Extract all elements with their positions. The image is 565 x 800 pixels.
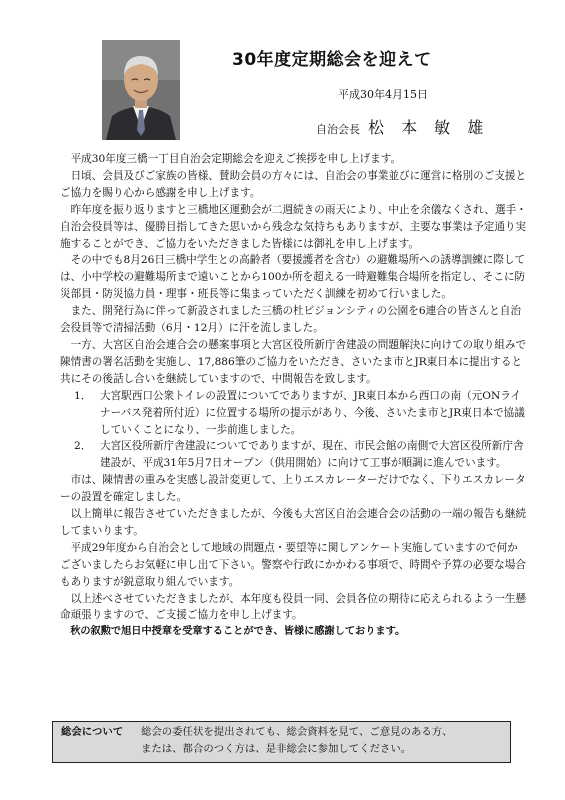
date: 平成30年4月15日 xyxy=(338,88,428,101)
notice-line: または、都合のつく方は、是非総会に参加してください。 xyxy=(141,743,412,755)
notice-text xyxy=(141,724,501,758)
paragraph: 以上述べさせていただきましたが、本年度も役員一同、会員各位の期待に応えられるよう一生懸命頑張りますので、ご支援ご協力を申し上げます。 xyxy=(60,592,527,622)
portrait-image xyxy=(102,40,180,140)
paragraph: また、開発行為に伴って新設されました三橋の杜ビジョンシティの公園を6連合の皆さんと自治会役員等で清掃活動（6月・12月）に汗を流しました。 xyxy=(60,305,521,335)
list-number: 1． xyxy=(74,389,92,402)
notice-label: 総会について xyxy=(61,726,124,738)
list-text: 大宮区役所新庁舎建設についてでありますが、現在、市民会館の南側で大宮区役所新庁舎建設が、平成31年5月7日オープン（供用開始）に向けて工事が順調に進んでいます。 xyxy=(100,440,524,470)
list-item xyxy=(60,388,528,439)
chairman-photo xyxy=(102,40,180,140)
page-title: 30年度定期総会を迎えて xyxy=(232,50,432,70)
paragraph: 平成29年度から自治会として地域の問題点・要望等に関しアンケート実施していますので何かございましたらお気軽に申し出て下さい。警察や行政にかかわる事項で、時間や予算の必要な場合もありますが鋭意取り組んでいます。 xyxy=(60,541,526,588)
paragraph: 日頃、会員及びご家族の皆様、賛助会員の方々には、自治会の事業並びに運営に格別のご支援とご協力を賜り心から感謝を申し上げます。 xyxy=(60,169,527,199)
report-list xyxy=(60,388,528,473)
paragraph: 平成30年度三橋一丁目自治会定期総会を迎えご挨拶を申し上げます。 xyxy=(70,153,402,165)
letter-body xyxy=(60,151,528,641)
list-text: 大宮駅西口公衆トイレの設置についてでありますが、JR東日本から西口の南（元ONライナーバス発着所付近）に位置する場所の提示があり、今後、さいたま市とJR東日本で協議していくことになり、一歩前進しました。 xyxy=(100,389,525,436)
list-number: 2． xyxy=(74,440,92,453)
signature-name: 松 本 敏 雄 xyxy=(368,118,490,137)
paragraph: 市は、陳情書の重みを実感し設計変更して、上りエスカレーターだけでなく、下りエスカレーターの設置を確定しました。 xyxy=(60,474,526,504)
paragraph: 一方、大宮区自治会連合会の懸案事項と大宮区役所新庁舎建設の問題解決に向けての取り組みで陳情書の署名活動を実施し、17,886筆のご協力をいただき、さいたま市とJR東日本に提出すると共にその後話し合いを継続していますので、中間報告を致します。 xyxy=(60,338,527,385)
notice-box xyxy=(52,721,511,763)
paragraph: 以上簡単に報告させていただきましたが、今後も大宮区自治会連合会の活動の一端の報告も継続してまいります。 xyxy=(60,508,527,537)
notice-line: 総会の委任状を提出されても、総会資料を見て、ご意見のある方、 xyxy=(141,726,453,738)
paragraph: 昨年度を振り返りますと三橋地区運動会が二週続きの雨天により、中止を余儀なくされ、選手・自治会役員等は、優勝目指してきた思いから残念な気持ちもありますが、主要な事業は予定通り実施することができ、ご協力をいただきました皆様には御礼を申し上げます。 xyxy=(60,203,527,250)
signature xyxy=(316,115,489,138)
signature-role: 自治会長 xyxy=(316,123,360,136)
paragraph: その中でも8月26日三橋中学生との高齢者（要援護者を含む）の避難場所への誘導訓練に際しては、小中学校の避難場所まで遠いことから100か所を超える一時避難集合場所を指定し、そこに防災部員・防災協力員・理事・班長等に集まっていただく訓練を初めて行いました。 xyxy=(60,254,526,301)
list-item xyxy=(60,438,528,472)
closing-statement: 秋の叙勲で旭日中授章を受章することができ、皆様に感謝しております。 xyxy=(70,626,406,638)
